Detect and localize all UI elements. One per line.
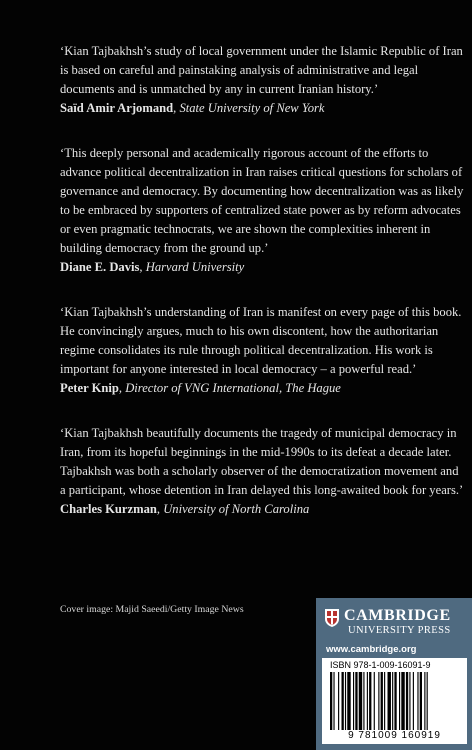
author-name: Peter Knip: [60, 381, 119, 395]
barcode-bar: [353, 672, 354, 730]
barcode-bar: [345, 672, 346, 730]
barcode-bar: [392, 672, 393, 730]
endorsement-author: Diane E. Davis, Harvard University: [60, 260, 245, 274]
barcode-bar: [381, 672, 383, 730]
author-name: Saïd Amir Arjomand: [60, 101, 174, 115]
barcode-bar: [347, 672, 350, 730]
barcode-bar: [363, 672, 364, 730]
barcode-bar: [359, 672, 362, 730]
endorsement: [60, 303, 464, 398]
endorsement-quote: ‘This deeply personal and academically rigorous account of the efforts to advance political decentralization in Iran raises critical questions for scholars of governance and democracy. By documenting how decentralization was as likely to be embraced by supporters of centralized state power as by reform advocates or even pragmatic technocrats, we are shown the complexities inherent in building democracy from the ground up.’: [60, 146, 464, 255]
barcode-bar: [424, 672, 425, 730]
barcode-bar: [355, 672, 357, 730]
cambridge-shield-icon: [324, 608, 340, 628]
barcode-bar: [406, 672, 408, 730]
barcode-bar: [427, 672, 428, 730]
endorsements: [60, 42, 464, 545]
publisher-url: www.cambridge.org: [326, 644, 417, 655]
endorsement-author: Charles Kurzman, University of North Carolina: [60, 502, 310, 516]
author-name: Diane E. Davis: [60, 260, 140, 274]
barcode-bar: [369, 672, 371, 730]
author-affiliation: Director of VNG International, The Hague: [125, 381, 341, 395]
barcode-bar: [338, 672, 339, 730]
barcode-bar: [367, 672, 368, 730]
endorsement-author: Peter Knip, Director of VNG International, The Hague: [60, 381, 341, 395]
barcode-bar: [333, 672, 334, 730]
barcode-bar: [378, 672, 379, 730]
publisher-name: CAMBRIDGE: [344, 607, 451, 624]
barcode-bar: [384, 672, 385, 730]
isbn-text: ISBN 978-1-009-16091-9: [330, 660, 431, 670]
endorsement-quote: ‘Kian Tajbakhsh’s understanding of Iran is manifest on every page of this book. He convincingly argues, much to his own discontent, how the authoritarian regime consolidates its rule through political decentralization. His work is important for anyone interested in local democracy – a powerful read.’: [60, 305, 462, 376]
barcode-bar: [401, 672, 404, 730]
publisher-panel: [316, 598, 472, 750]
barcode-bar: [374, 672, 375, 730]
endorsement: [60, 144, 464, 277]
barcode-bar: [388, 672, 391, 730]
barcode-bar: [409, 672, 410, 730]
barcode-bar: [413, 672, 414, 730]
barcode-digits: 9 781009 160919: [348, 730, 441, 741]
barcode: [322, 658, 467, 744]
cover-image-credit: Cover image: Majid Saeedi/Getty Image News: [60, 604, 244, 615]
endorsement: [60, 42, 464, 118]
barcode-bar: [330, 672, 332, 730]
endorsement-quote: ‘Kian Tajbakhsh beautifully documents the tragedy of municipal democracy in Iran, from its hopeful beginnings in the mid-1990s to its defeat a decade later. Tajbakhsh was both a scholarly observer of the democratization movement and a participant, whose detention in Iran delayed this long-awaited book for years.’: [60, 426, 464, 497]
barcode-bar: [342, 672, 344, 730]
endorsement: [60, 424, 464, 519]
barcode-bar: [420, 672, 422, 730]
barcode-bar: [417, 672, 418, 730]
author-affiliation: State University of New York: [179, 101, 325, 115]
endorsement-author: Saïd Amir Arjomand, State University of New York: [60, 101, 325, 115]
author-affiliation: Harvard University: [145, 260, 245, 274]
endorsement-quote: ‘Kian Tajbakhsh’s study of local government under the Islamic Republic of Iran is based on careful and painstaking analysis of administrative and legal documents and is unmatched by any in current Iranian history.’: [60, 44, 463, 96]
barcode-bar: [394, 672, 396, 730]
author-affiliation: University of North Carolina: [163, 502, 310, 516]
publisher-subname: UNIVERSITY PRESS: [348, 625, 451, 636]
barcode-bars: [330, 672, 460, 730]
author-name: Charles Kurzman: [60, 502, 157, 516]
barcode-bar: [399, 672, 400, 730]
